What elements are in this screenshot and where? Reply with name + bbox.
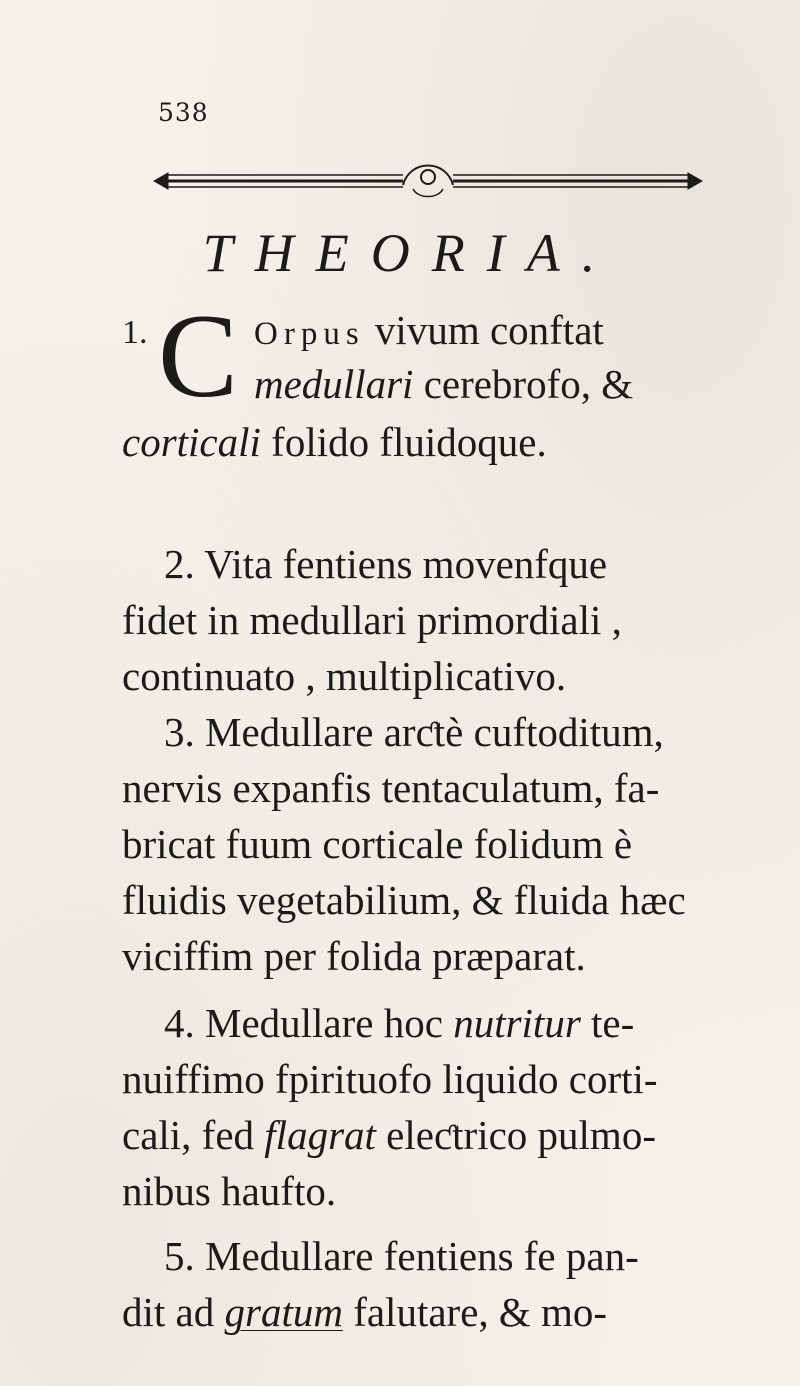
- italic-word: flagrat: [264, 1112, 376, 1158]
- paragraph-2: [122, 536, 762, 704]
- paragraph-1-line-2: [254, 360, 633, 408]
- paragraph-line: nervis expanfis tentaculatum, fa-: [122, 765, 660, 811]
- paragraph-1-line-3: [122, 418, 547, 466]
- text-segment: dit ad: [122, 1289, 215, 1335]
- paragraph-line: fluidis vegetabilium, & fluida hæc: [122, 877, 686, 923]
- paragraph-5: [122, 1228, 762, 1340]
- paragraph-1-line-1: [254, 306, 604, 354]
- paragraph-line: viciffim per folida præparat.: [122, 933, 586, 979]
- text-segment: vivum conftat: [374, 307, 604, 353]
- paragraph-line: [122, 1107, 762, 1163]
- paragraph-line: 5. Medullare fentiens fe pan-: [164, 1233, 639, 1279]
- paragraph-line: nuiffimo fpirituofo liquido corti-: [122, 1056, 658, 1102]
- text-segment: folido fluidoque.: [271, 419, 547, 465]
- paragraph-line: bricat fuum corticale folidum è: [122, 821, 633, 867]
- italic-word: medullari: [254, 361, 414, 407]
- small-caps-word: Orpus: [254, 316, 365, 352]
- paragraph-line: nibus haufto.: [122, 1168, 337, 1214]
- paragraph-line: [122, 1284, 762, 1340]
- paragraph-line: fidet in medullari primordiali ,: [122, 597, 622, 643]
- paragraph-line: [122, 995, 762, 1051]
- paragraph-line: continuato , multiplicativo.: [122, 653, 567, 699]
- drop-cap: C: [158, 289, 239, 422]
- decorative-ornament-band: [148, 155, 708, 205]
- italic-word: nutritur: [453, 1000, 581, 1046]
- text-segment: cerebrofo, &: [423, 361, 634, 407]
- paragraph-4: [122, 995, 762, 1219]
- page-number: 538: [158, 98, 209, 127]
- italic-word: corticali: [122, 419, 261, 465]
- text-segment: cali, fed: [122, 1112, 255, 1158]
- text-segment: eleƈtrico pulmo-: [386, 1112, 656, 1158]
- paragraph-line: 3. Medullare arƈtè cuftoditum,: [164, 709, 664, 755]
- text-segment: 4. Medullare hoc: [164, 1000, 443, 1046]
- italic-word: gratum: [224, 1289, 343, 1335]
- paragraph-number: 1.: [122, 314, 148, 351]
- paragraph-1: [122, 289, 772, 424]
- section-title: THEORIA.: [202, 223, 618, 283]
- text-segment: falutare, & mo-: [353, 1289, 608, 1335]
- paragraph-3: [122, 704, 762, 984]
- text-segment: te-: [591, 1000, 635, 1046]
- paragraph-line: 2. Vita fentiens movenfque: [164, 541, 608, 587]
